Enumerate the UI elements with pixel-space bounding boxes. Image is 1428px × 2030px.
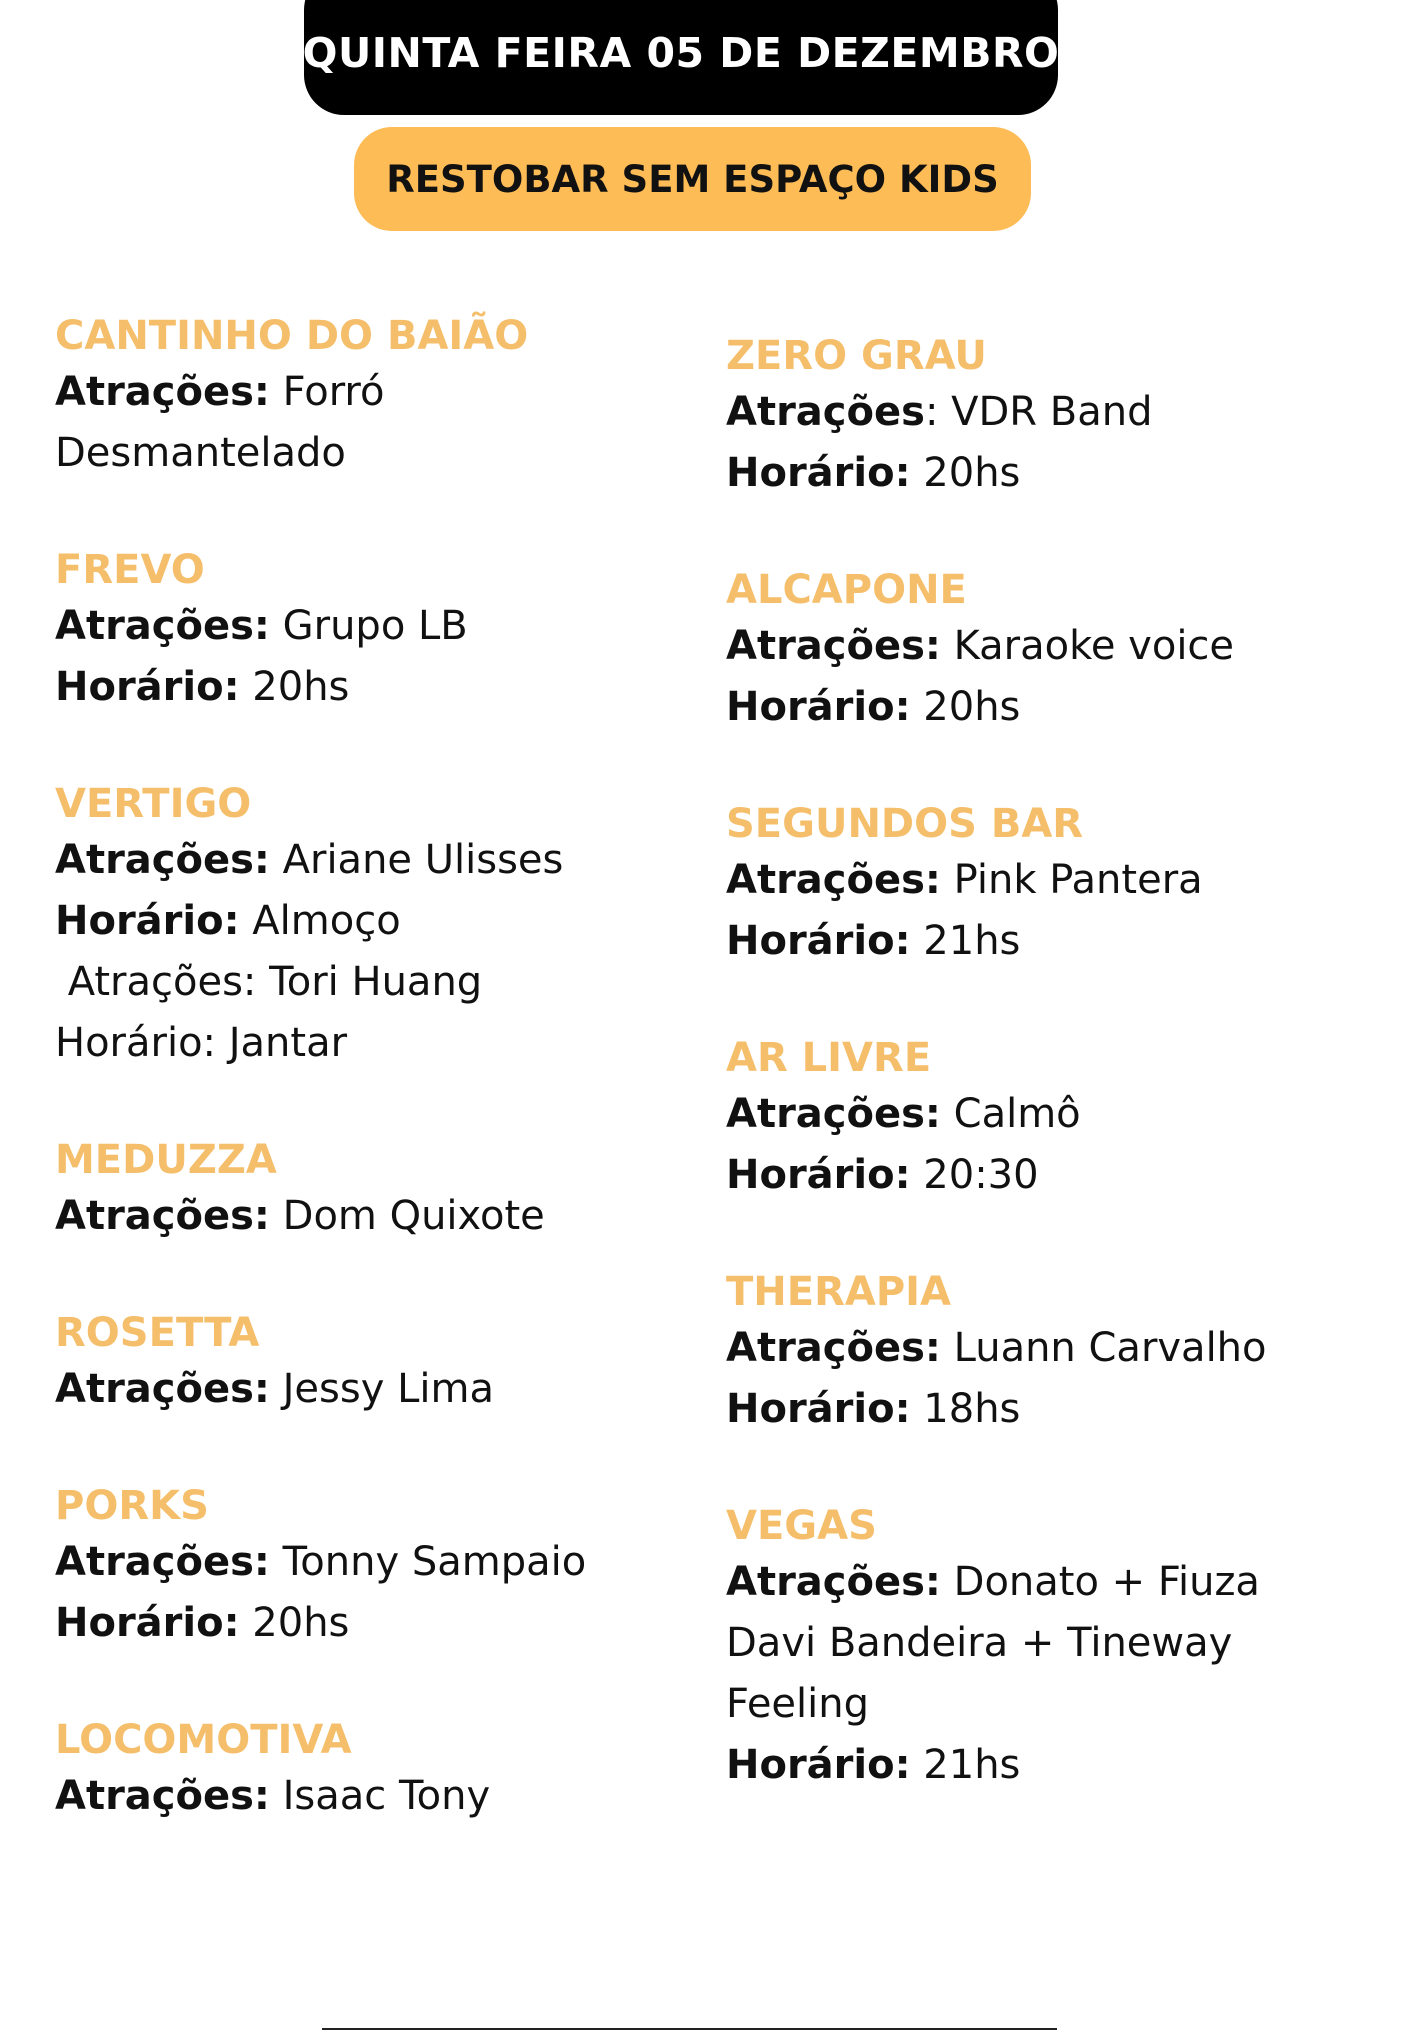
venue-detail-line bbox=[726, 1552, 1346, 1613]
venue-type-label: RESTOBAR SEM ESPAÇO KIDS bbox=[386, 157, 999, 201]
venue-block bbox=[55, 1714, 675, 1827]
detail-value: Donato + Fiuza bbox=[940, 1559, 1260, 1605]
venue-name: ZERO GRAU bbox=[726, 333, 987, 379]
venue-name: THERAPIA bbox=[726, 1269, 951, 1315]
detail-label: Atrações: bbox=[726, 1091, 941, 1137]
venue-block bbox=[726, 798, 1346, 972]
detail-value: Pink Pantera bbox=[940, 857, 1203, 903]
venue-detail-line bbox=[726, 1318, 1346, 1379]
detail-label: Atrações: bbox=[55, 369, 270, 415]
detail-value: Grupo LB bbox=[269, 603, 468, 649]
venue-block bbox=[55, 778, 675, 1074]
detail-label: Horário: bbox=[726, 1386, 911, 1432]
date-header bbox=[304, 0, 1058, 115]
detail-label: Atrações: bbox=[55, 1539, 270, 1585]
venue-block bbox=[726, 330, 1346, 504]
venue-block bbox=[55, 1480, 675, 1654]
detail-label: Atrações: bbox=[726, 1559, 941, 1605]
venue-detail-line bbox=[55, 1359, 675, 1420]
detail-value: Horário: Jantar bbox=[55, 1020, 348, 1066]
detail-label: Atrações: bbox=[55, 1366, 270, 1412]
detail-value: Feeling bbox=[726, 1681, 870, 1727]
venue-detail-line bbox=[55, 952, 675, 1013]
venue-name: MEDUZZA bbox=[55, 1137, 277, 1183]
venue-name: CANTINHO DO BAIÃO bbox=[55, 313, 529, 359]
venue-detail-line bbox=[55, 1532, 675, 1593]
detail-label: Atrações: bbox=[55, 603, 270, 649]
venue-name: VERTIGO bbox=[55, 781, 252, 827]
venue-detail-line bbox=[726, 1613, 1346, 1674]
venue-block bbox=[726, 1500, 1346, 1796]
detail-label: Horário: bbox=[55, 898, 240, 944]
detail-label: Atrações: bbox=[726, 1325, 941, 1371]
venue-detail-line bbox=[726, 443, 1346, 504]
venue-block bbox=[55, 1134, 675, 1247]
detail-value: 21hs bbox=[910, 918, 1021, 964]
detail-value: 20hs bbox=[239, 664, 350, 710]
venue-name: AR LIVRE bbox=[726, 1035, 932, 1081]
venue-name: LOCOMOTIVA bbox=[55, 1717, 352, 1763]
detail-value: Jessy Lima bbox=[269, 1366, 494, 1412]
venue-type-badge bbox=[354, 127, 1031, 231]
venue-detail-line bbox=[55, 362, 675, 423]
detail-value: Davi Bandeira + Tineway bbox=[726, 1620, 1233, 1666]
venue-detail-line bbox=[55, 423, 675, 484]
detail-value: 20:30 bbox=[910, 1152, 1039, 1198]
detail-value: Ariane Ulisses bbox=[269, 837, 564, 883]
detail-value: 20hs bbox=[910, 450, 1021, 496]
venue-detail-line bbox=[55, 596, 675, 657]
venue-detail-line bbox=[726, 1145, 1346, 1206]
venue-block bbox=[55, 1307, 675, 1420]
venue-detail-line bbox=[55, 830, 675, 891]
left-venue-column bbox=[55, 310, 675, 1887]
venue-detail-line bbox=[726, 1674, 1346, 1735]
venue-name: ROSETTA bbox=[55, 1310, 260, 1356]
venue-detail-line bbox=[55, 657, 675, 718]
right-venue-column bbox=[726, 330, 1346, 1856]
detail-value: : VDR Band bbox=[924, 389, 1153, 435]
detail-value: 20hs bbox=[910, 684, 1021, 730]
venue-detail-line bbox=[55, 891, 675, 952]
venue-block bbox=[55, 310, 675, 484]
detail-value: Tonny Sampaio bbox=[269, 1539, 587, 1585]
detail-label: Horário: bbox=[55, 1600, 240, 1646]
detail-label: Atrações: bbox=[55, 1773, 270, 1819]
venue-detail-line bbox=[726, 616, 1346, 677]
venue-detail-line bbox=[726, 1084, 1346, 1145]
detail-value: Desmantelado bbox=[55, 430, 346, 476]
venue-name: VEGAS bbox=[726, 1503, 877, 1549]
venue-detail-line bbox=[55, 1766, 675, 1827]
venue-name: FREVO bbox=[55, 547, 205, 593]
detail-label: Atrações bbox=[726, 389, 925, 435]
venue-detail-line bbox=[726, 850, 1346, 911]
detail-label: Horário: bbox=[726, 918, 911, 964]
detail-label: Atrações: bbox=[726, 623, 941, 669]
detail-value: Almoço bbox=[239, 898, 401, 944]
detail-label: Horário: bbox=[726, 684, 911, 730]
detail-value: Luann Carvalho bbox=[940, 1325, 1267, 1371]
venue-name: PORKS bbox=[55, 1483, 209, 1529]
venue-detail-line bbox=[55, 1593, 675, 1654]
detail-label: Horário: bbox=[726, 1152, 911, 1198]
venue-detail-line bbox=[55, 1013, 675, 1074]
detail-value: 18hs bbox=[910, 1386, 1021, 1432]
venue-detail-line bbox=[55, 1186, 675, 1247]
venue-block bbox=[726, 1266, 1346, 1440]
detail-value: Forró bbox=[269, 369, 385, 415]
detail-label: Horário: bbox=[726, 450, 911, 496]
detail-label: Horário: bbox=[55, 664, 240, 710]
venue-detail-line bbox=[726, 911, 1346, 972]
detail-value: Dom Quixote bbox=[269, 1193, 545, 1239]
detail-label: Atrações: bbox=[55, 1193, 270, 1239]
venue-detail-line bbox=[726, 382, 1346, 443]
venue-name: ALCAPONE bbox=[726, 567, 967, 613]
venue-detail-line bbox=[726, 677, 1346, 738]
detail-label: Atrações: bbox=[726, 857, 941, 903]
date-title: QUINTA FEIRA 05 DE DEZEMBRO bbox=[302, 29, 1060, 77]
detail-label: Horário: bbox=[726, 1742, 911, 1788]
detail-value: 21hs bbox=[910, 1742, 1021, 1788]
venue-block bbox=[726, 564, 1346, 738]
venue-name: SEGUNDOS BAR bbox=[726, 801, 1084, 847]
venue-detail-line bbox=[726, 1735, 1346, 1796]
detail-value: Atrações: Tori Huang bbox=[55, 959, 483, 1005]
detail-value: 20hs bbox=[239, 1600, 350, 1646]
detail-value: Isaac Tony bbox=[269, 1773, 491, 1819]
detail-label: Atrações: bbox=[55, 837, 270, 883]
detail-value: Karaoke voice bbox=[940, 623, 1235, 669]
detail-value: Calmô bbox=[940, 1091, 1081, 1137]
venue-detail-line bbox=[726, 1379, 1346, 1440]
venue-block bbox=[55, 544, 675, 718]
venue-block bbox=[726, 1032, 1346, 1206]
